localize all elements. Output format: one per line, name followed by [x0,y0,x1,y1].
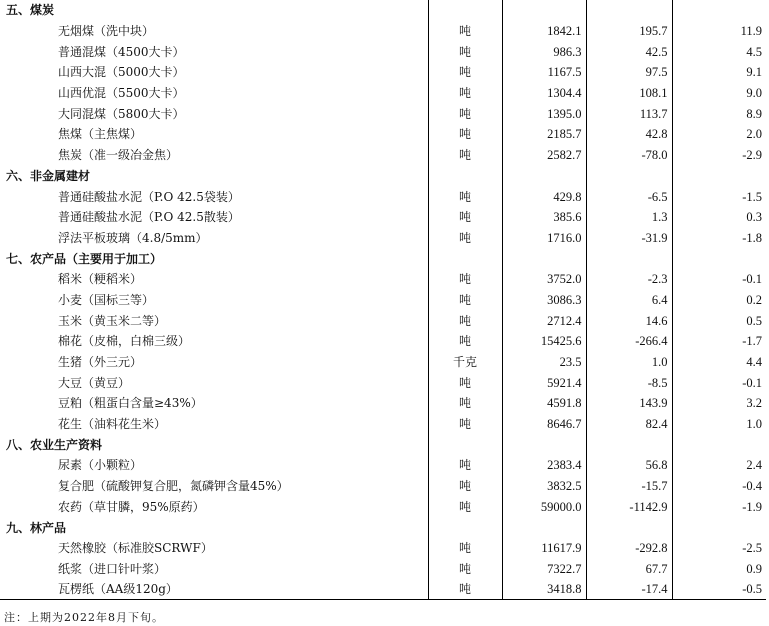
percent-cell: -1.9 [672,497,766,518]
price-cell: 2712.4 [502,310,586,331]
price-cell: 1842.1 [502,21,586,42]
category-name: 六、非金属建材 [6,168,91,183]
change-cell: -31.9 [586,228,672,249]
unit-cell: 吨 [428,455,502,476]
product-name: 焦炭（准一级冶金焦） [58,148,179,163]
table-row [0,393,766,414]
change-cell: -17.4 [586,579,672,600]
price-cell: 23.5 [502,352,586,373]
price-cell: 11617.9 [502,538,586,559]
change-cell: 1.0 [586,352,672,373]
category-row [0,248,766,269]
product-name: 大豆（黄豆） [58,375,131,390]
unit-cell: 吨 [428,228,502,249]
unit-cell: 千克 [428,352,502,373]
change-cell: -292.8 [586,538,672,559]
percent-cell: -0.5 [672,579,766,600]
table-row [0,538,766,559]
category-row [0,517,766,538]
percent-cell: -1.5 [672,186,766,207]
category-name: 五、煤炭 [6,3,55,18]
percent-cell: 4.4 [672,352,766,373]
price-cell: 8646.7 [502,414,586,435]
change-cell: -266.4 [586,331,672,352]
percent-cell: 0.5 [672,310,766,331]
percent-cell: -1.7 [672,331,766,352]
price-cell: 7322.7 [502,559,586,580]
percent-cell: 0.2 [672,290,766,311]
price-cell: 1395.0 [502,103,586,124]
table-row [0,62,766,83]
price-cell [502,434,586,455]
change-cell [586,166,672,187]
percent-cell: 1.0 [672,414,766,435]
change-cell [586,248,672,269]
table-row [0,269,766,290]
table-row [0,559,766,580]
unit-cell: 吨 [428,476,502,497]
product-name: 农药（草甘膦，95%原药） [58,499,205,514]
change-cell: -78.0 [586,145,672,166]
unit-cell: 吨 [428,579,502,600]
percent-cell: -2.9 [672,145,766,166]
category-row [0,434,766,455]
change-cell: -8.5 [586,372,672,393]
table-row [0,310,766,331]
price-cell [502,0,586,21]
change-cell: 108.1 [586,83,672,104]
percent-cell: 8.9 [672,103,766,124]
price-cell: 1304.4 [502,83,586,104]
unit-cell: 吨 [428,310,502,331]
price-cell: 3418.8 [502,579,586,600]
unit-cell: 吨 [428,83,502,104]
product-name: 山西大混（5000大卡） [58,65,185,80]
product-name: 瓦楞纸（AA级120g） [0,579,428,600]
change-cell: -1142.9 [586,497,672,518]
category-name: 七、农产品（主要用于加工） [6,251,163,266]
percent-cell [672,434,766,455]
product-name: 小麦（国标三等） [58,292,155,307]
percent-cell: 3.2 [672,393,766,414]
product-name: 大同混煤（5800大卡） [58,106,185,121]
unit-cell [428,248,502,269]
percent-cell: 11.9 [672,21,766,42]
percent-cell [672,166,766,187]
table-row [0,476,766,497]
percent-cell: -2.5 [672,538,766,559]
table-row [0,21,766,42]
table-row [0,579,766,600]
unit-cell: 吨 [428,372,502,393]
price-cell [502,517,586,538]
product-name: 玉米（黄玉米二等） [58,313,167,328]
percent-cell [672,517,766,538]
product-name: 纸浆（进口针叶浆） [58,561,167,576]
percent-cell: 2.0 [672,124,766,145]
table-row [0,228,766,249]
product-name: 普通硅酸盐水泥（P.O 42.5袋装） [58,189,240,204]
percent-cell: 9.0 [672,83,766,104]
change-cell: -15.7 [586,476,672,497]
price-cell: 3752.0 [502,269,586,290]
unit-cell: 吨 [428,124,502,145]
percent-cell: -1.8 [672,228,766,249]
unit-cell: 吨 [428,290,502,311]
table-row [0,83,766,104]
product-name: 生猪（外三元） [58,355,143,370]
change-cell: 1.3 [586,207,672,228]
unit-cell: 吨 [428,207,502,228]
change-cell: 195.7 [586,21,672,42]
product-name: 普通硅酸盐水泥（P.O 42.5散装） [58,210,240,225]
percent-cell [672,0,766,21]
price-cell: 2185.7 [502,124,586,145]
table-row [0,290,766,311]
footnote: 注：上期为2022年8月下旬。 [4,611,164,624]
unit-cell [428,434,502,455]
unit-cell: 吨 [428,497,502,518]
price-cell [502,248,586,269]
price-cell: 5921.4 [502,372,586,393]
change-cell: 113.7 [586,103,672,124]
percent-cell [672,248,766,269]
category-row [0,0,766,21]
unit-cell: 吨 [428,414,502,435]
change-cell: 42.8 [586,124,672,145]
product-name: 花生（油料花生米） [58,417,167,432]
change-cell: 56.8 [586,455,672,476]
product-name: 普通混煤（4500大卡） [58,44,185,59]
unit-cell: 吨 [428,145,502,166]
product-name: 棉花（皮棉，白棉三级） [58,334,191,349]
price-cell: 385.6 [502,207,586,228]
price-cell: 59000.0 [502,497,586,518]
table-row [0,414,766,435]
table-row [0,207,766,228]
percent-cell: 0.3 [672,207,766,228]
unit-cell: 吨 [428,186,502,207]
category-name: 八、农业生产资料 [6,437,103,452]
change-cell: 14.6 [586,310,672,331]
table-row [0,186,766,207]
change-cell: -6.5 [586,186,672,207]
percent-cell: 9.1 [672,62,766,83]
product-name: 复合肥（硫酸钾复合肥，氮磷钾含量45%） [58,479,289,494]
product-name: 稻米（粳稻米） [58,272,143,287]
price-cell: 3832.5 [502,476,586,497]
price-cell [502,166,586,187]
table-row [0,455,766,476]
price-cell: 1167.5 [502,62,586,83]
change-cell [586,0,672,21]
price-cell: 2383.4 [502,455,586,476]
category-row [0,166,766,187]
price-cell: 4591.8 [502,393,586,414]
product-name: 山西优混（5500大卡） [58,86,185,101]
change-cell: 143.9 [586,393,672,414]
change-cell [586,434,672,455]
price-cell: 429.8 [502,186,586,207]
price-cell: 2582.7 [502,145,586,166]
change-cell: 67.7 [586,559,672,580]
unit-cell: 吨 [428,21,502,42]
table-row [0,103,766,124]
table-row [0,124,766,145]
unit-cell: 吨 [428,41,502,62]
price-cell: 1716.0 [502,228,586,249]
price-cell: 986.3 [502,41,586,62]
product-name: 天然橡胶（标准胶SCRWF） [58,541,213,556]
change-cell [586,517,672,538]
change-cell: 42.5 [586,41,672,62]
unit-cell [428,166,502,187]
table-row [0,497,766,518]
product-name: 无烟煤（洗中块） [58,24,155,39]
unit-cell: 吨 [428,559,502,580]
product-name: 焦煤（主焦煤） [58,127,143,142]
unit-cell: 吨 [428,62,502,83]
percent-cell: 4.5 [672,41,766,62]
unit-cell [428,517,502,538]
table-row [0,145,766,166]
unit-cell: 吨 [428,103,502,124]
unit-cell [428,0,502,21]
percent-cell: -0.1 [672,372,766,393]
product-name: 浮法平板玻璃（4.8/5mm） [58,230,208,245]
change-cell: 6.4 [586,290,672,311]
percent-cell: 0.9 [672,559,766,580]
table-row [0,331,766,352]
percent-cell: -0.1 [672,269,766,290]
price-cell: 3086.3 [502,290,586,311]
price-cell: 15425.6 [502,331,586,352]
product-name: 尿素（小颗粒） [58,458,143,473]
percent-cell: 2.4 [672,455,766,476]
change-cell: 82.4 [586,414,672,435]
table-row [0,352,766,373]
unit-cell: 吨 [428,538,502,559]
table-row [0,372,766,393]
unit-cell: 吨 [428,331,502,352]
change-cell: -2.3 [586,269,672,290]
percent-cell: -0.4 [672,476,766,497]
category-name: 九、林产品 [6,520,67,535]
unit-cell: 吨 [428,393,502,414]
change-cell: 97.5 [586,62,672,83]
table-row [0,41,766,62]
unit-cell: 吨 [428,269,502,290]
product-name: 豆粕（粗蛋白含量≥43%） [58,396,203,411]
